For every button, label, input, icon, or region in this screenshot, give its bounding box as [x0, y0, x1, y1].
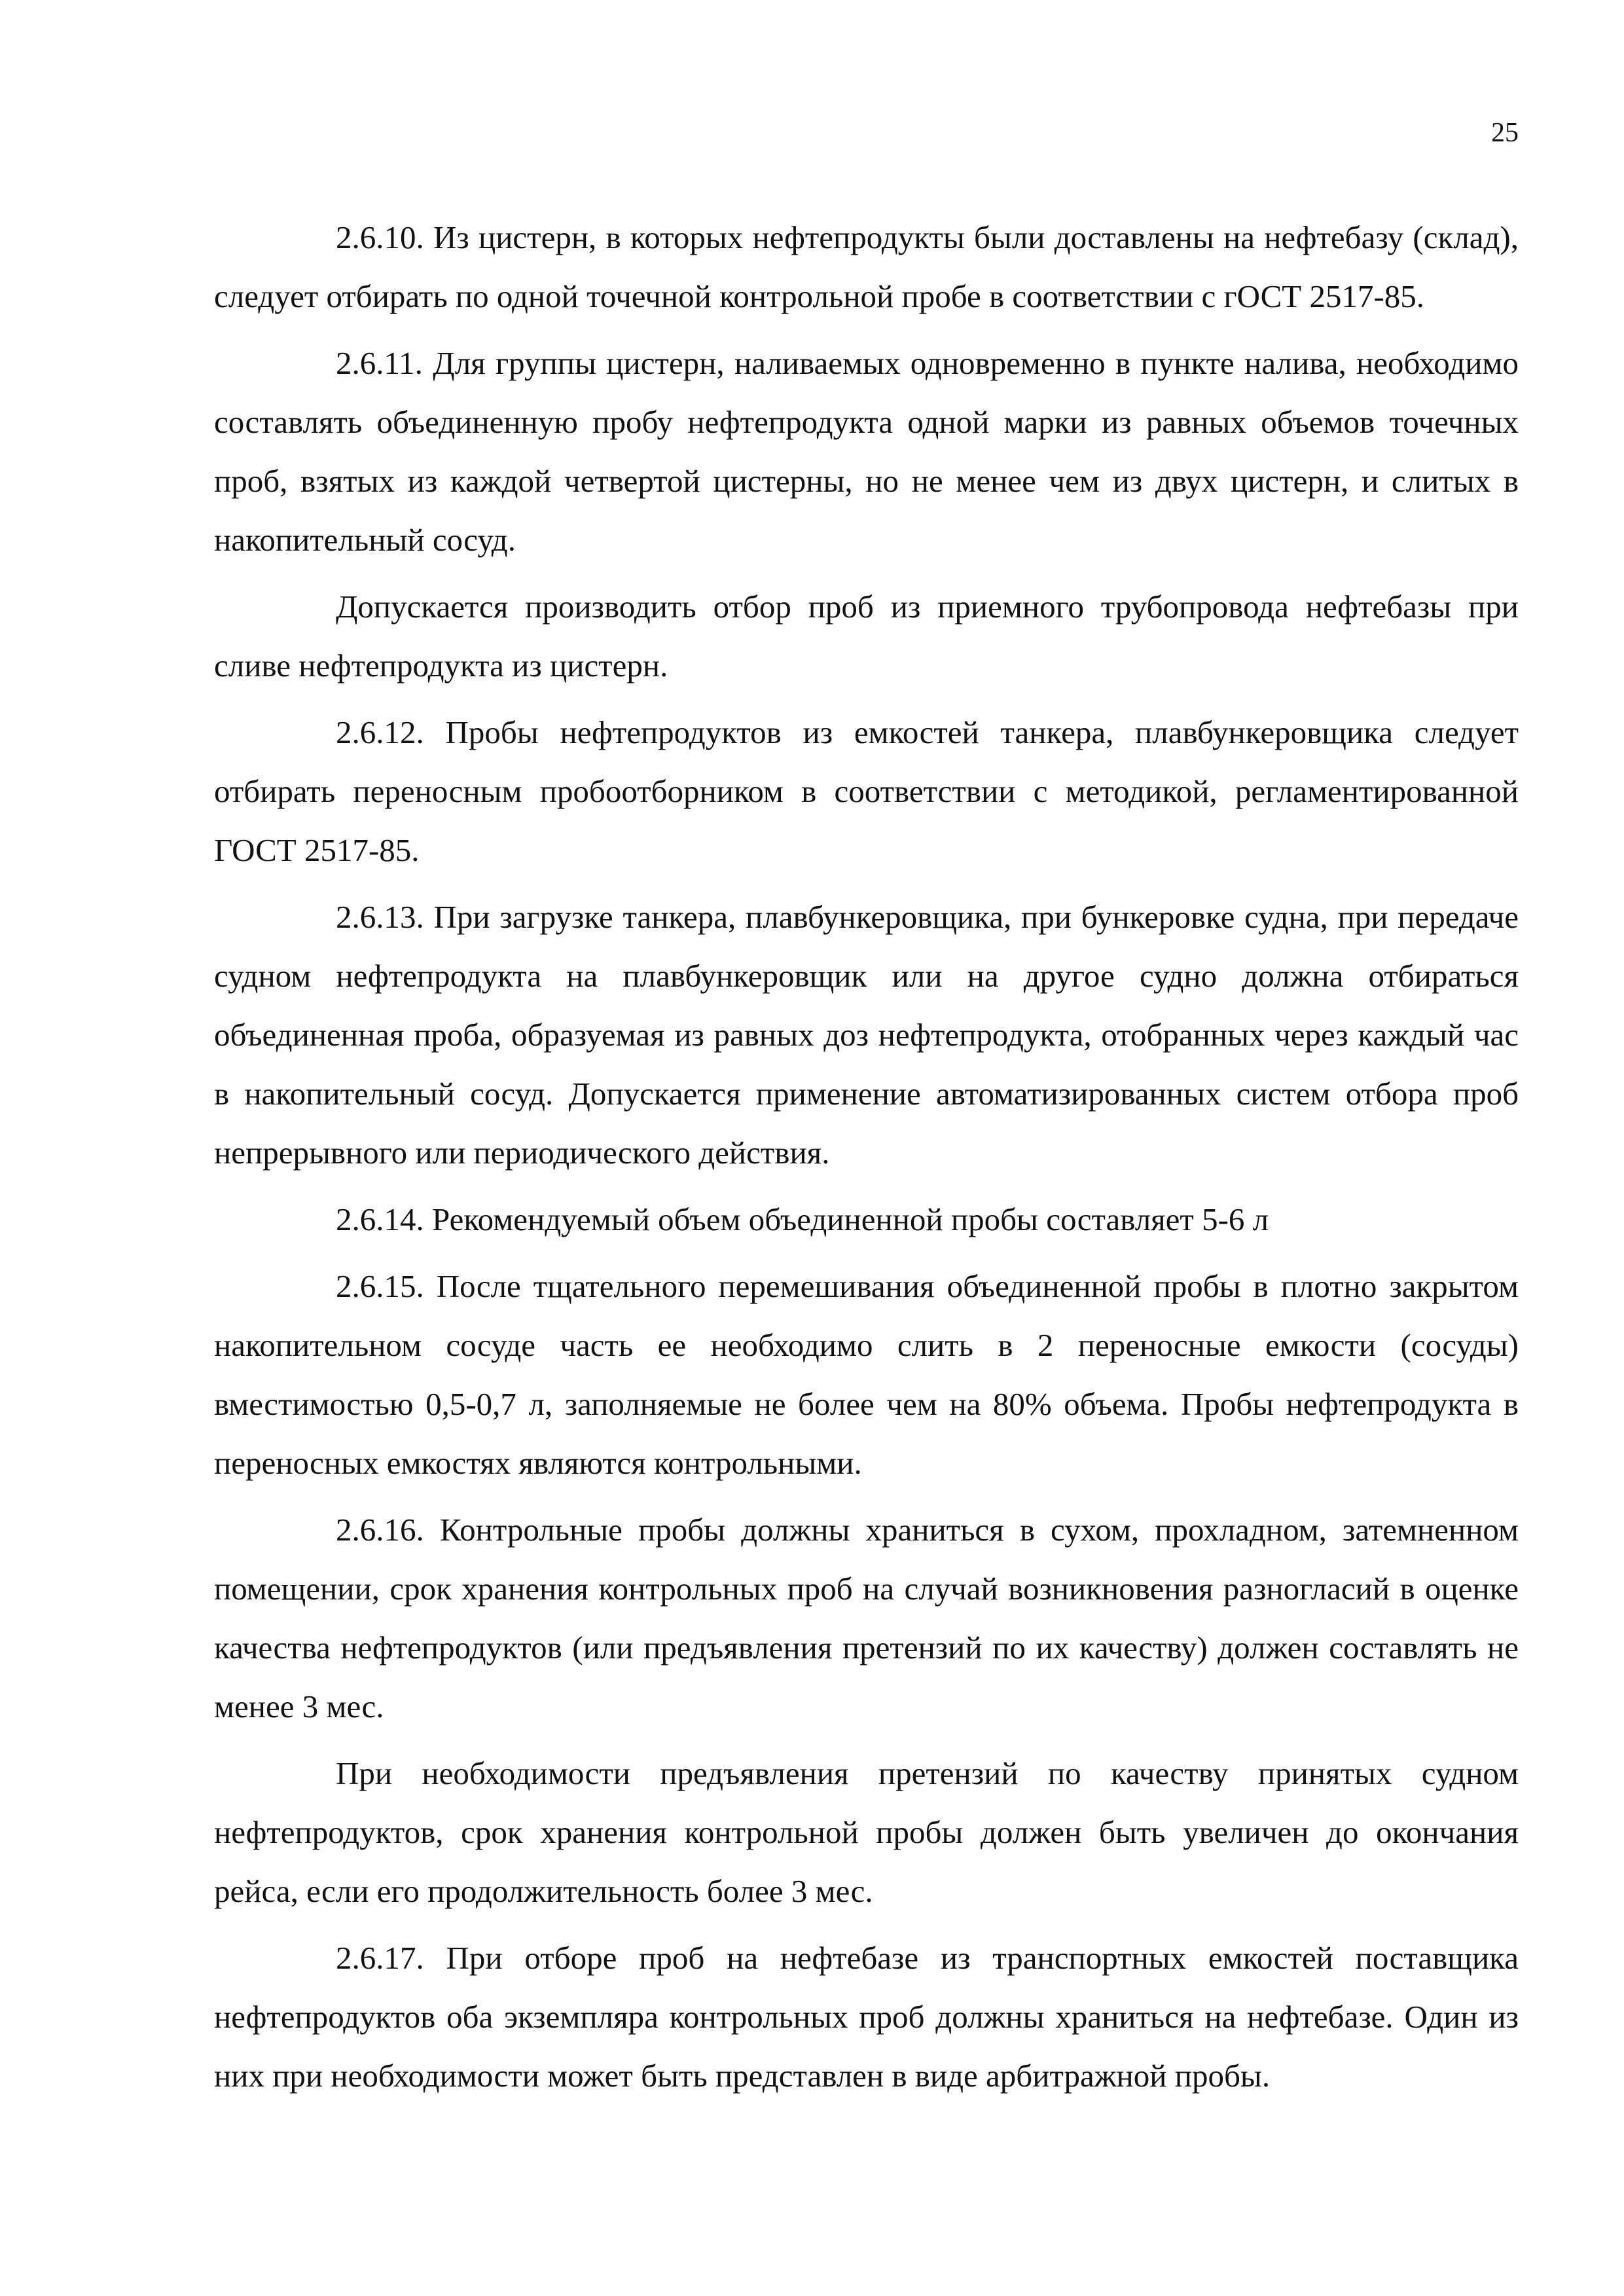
paragraph-2-6-10: 2.6.10. Из цистерн, в которых нефтепродукты были доставлены на нефтебазу (склад), следует отбирать по одной точечной контрольной пробе в соответствии с гОСТ 2517-85.	[214, 219, 1519, 314]
paragraph-claims-storage: При необходимости предъявления претензий по качеству принятых судном нефтепродуктов, срок хранения контрольной пробы должен быть увеличен до окончания рейса, если его продолжительность более 3 мес.	[214, 1755, 1519, 1909]
paragraph-2-6-11: 2.6.11. Для группы цистерн, наливаемых одновременно в пункте налива, необходимо составлять объединенную пробу нефтепродукта одной марки из равных объемов точечных проб, взятых из каждой четвертой цистерны, но не менее чем из двух цистерн, и слитых в накопительный сосуд.	[214, 345, 1519, 558]
paragraph-2-6-15: 2.6.15. После тщательного перемешивания объединенной пробы в плотно закрытом накопительном сосуде часть ее необходимо слить в 2 переносные емкости (сосуды) вместимостью 0,5-0,7 л, заполняемые не более чем на 80% объема. Пробы нефтепродукта в переносных емкостях являются контрольными.	[214, 1268, 1519, 1481]
paragraph-2-6-14: 2.6.14. Рекомендуемый объем объединенной пробы составляет 5-6 л	[336, 1201, 1269, 1237]
page-number: 25	[1491, 118, 1519, 148]
paragraph-pipeline-sampling: Допускается производить отбор проб из приемного трубопровода нефтебазы при сливе нефтепродукта из цистерн.	[214, 589, 1519, 683]
paragraph-2-6-13: 2.6.13. При загрузке танкера, плавбункеровщика, при бункеровке судна, при передаче судном нефтепродукта на плавбункеровщик или на другое судно должна отбираться объединенная проба, образуемая из равных доз нефтепродукта, отобранных через каждый час в накопительный сосуд. Допускается применение автоматизированных систем отбора проб непрерывного или периодического действия.	[214, 899, 1519, 1171]
paragraph-2-6-12: 2.6.12. Пробы нефтепродуктов из емкостей танкера, плавбункеровщика следует отбирать переносным пробоотборником в соответствии с методикой, регламентированной ГОСТ 2517-85.	[214, 714, 1519, 868]
body-text	[214, 208, 1519, 2113]
paragraph-2-6-17: 2.6.17. При отборе проб на нефтебазе из транспортных емкостей поставщика нефтепродуктов оба экземпляра контрольных проб должны храниться на нефтебазе. Один из них при необходимости может быть представлен в виде арбитражной пробы.	[214, 1940, 1519, 2094]
paragraph-2-6-16: 2.6.16. Контрольные пробы должны храниться в сухом, прохладном, затемненном помещении, срок хранения контрольных проб на случай возникновения разногласий в оценке качества нефтепродуктов (или предъявления претензий по их качеству) должен составлять не менее 3 мес.	[214, 1512, 1519, 1724]
